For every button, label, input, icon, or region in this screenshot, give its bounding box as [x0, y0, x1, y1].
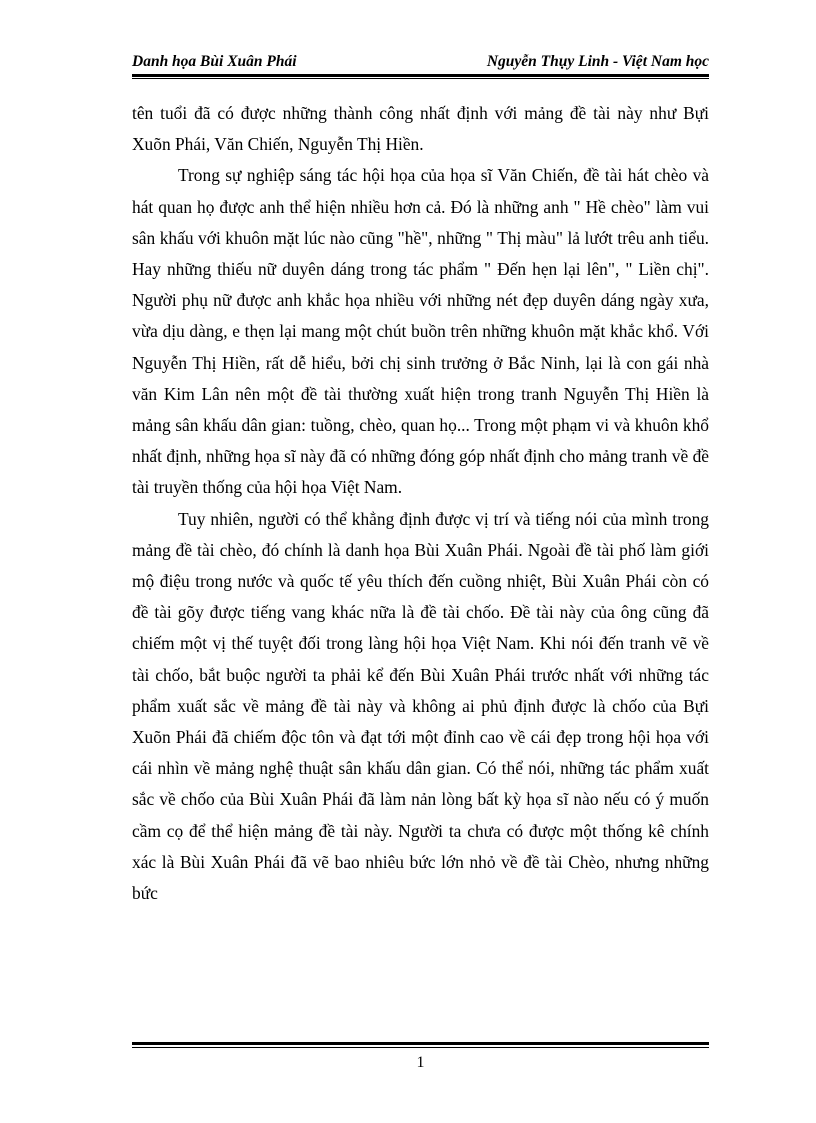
header-divider-thin: [132, 78, 709, 79]
header-title-left: Danh họa Bùi Xuân Phái: [132, 53, 297, 70]
paragraph: Tuy nhiên, người có thể khẳng định được vị trí và tiếng nói của mình trong mảng đề tài chèo, đó chính là danh họa Bùi Xuân Phái. Ngoài đề tài phố làm giới mộ điệu trong nước và quốc tế yêu thích đến cuồng nhiệt, Bùi Xuân Phái còn có đề tài gõy được tiếng vang khác nữa là đề tài chốo. Đề tài này của ông cũng đã chiếm một vị thế tuyệt đối trong làng hội họa Việt Nam. Khi nói đến tranh vẽ về tài chốo, bắt buộc người ta phải kể đến Bùi Xuân Phái trước nhất với những tác phẩm xuất sắc về mảng đề tài này và không ai phủ định được là chốo của Bựi Xuõn Phái đã chiếm độc tôn và đạt tới một đỉnh cao về cái đẹp trong hội họa với cái nhìn về mảng nghệ thuật sân khấu dân gian. Có thể nói, những tác phẩm xuất sắc về chốo của Bùi Xuân Phái đã làm nản lòng bất kỳ họa sĩ nào nếu có ý muốn cầm cọ để thể hiện mảng đề tài này. Người ta chưa có được một thống kê chính xác là Bùi Xuân Phái đã vẽ bao nhiêu bức lớn nhỏ về đề tài Chèo, nhưng những bức: [132, 508, 709, 904]
footer-divider-thick: [132, 1042, 709, 1045]
header-divider-thick: [132, 74, 709, 77]
document-body: [132, 98, 709, 909]
paragraph: Trong sự nghiệp sáng tác hội họa của họa sĩ Văn Chiến, đề tài hát chèo và hát quan họ được anh thể hiện nhiều hơn cả. Đó là những anh " Hề chèo" làm vui sân khấu với khuôn mặt lúc nào cũng "hề", những " Thị màu" lả lướt trêu anh tiểu. Hay những thiếu nữ duyên dáng trong tác phẩm " Đến hẹn lại lên", " Liền chị". Người phụ nữ được anh khắc họa nhiều với những nét đẹp duyên dáng ngày xưa, vừa dịu dàng, e thẹn lại mang một chút buồn trên những khuôn mặt khắc khổ. Với Nguyễn Thị Hiền, rất dễ hiểu, bởi chị sinh trưởng ở Bắc Ninh, lại là con gái nhà văn Kim Lân nên một đề tài thường xuất hiện trong tranh Nguyễn Thị Hiền là mảng sân khấu dân gian: tuồng, chèo, quan họ... Trong một phạm vi và khuôn khổ nhất định, những họa sĩ này đã có những đóng góp nhất định cho mảng tranh về đề tài truyền thống của hội họa Việt Nam.: [132, 165, 709, 498]
page-header: [132, 52, 709, 74]
paragraph-continued: tên tuổi đã có được những thành công nhất định với mảng đề tài này như Bựi Xuõn Phái, Văn Chiến, Nguyễn Thị Hiền.: [132, 103, 709, 155]
page-number: 1: [416, 1054, 425, 1071]
header-title-right: Nguyễn Thụy Linh - Việt Nam học: [486, 53, 709, 70]
footer-divider-thin: [132, 1047, 709, 1048]
